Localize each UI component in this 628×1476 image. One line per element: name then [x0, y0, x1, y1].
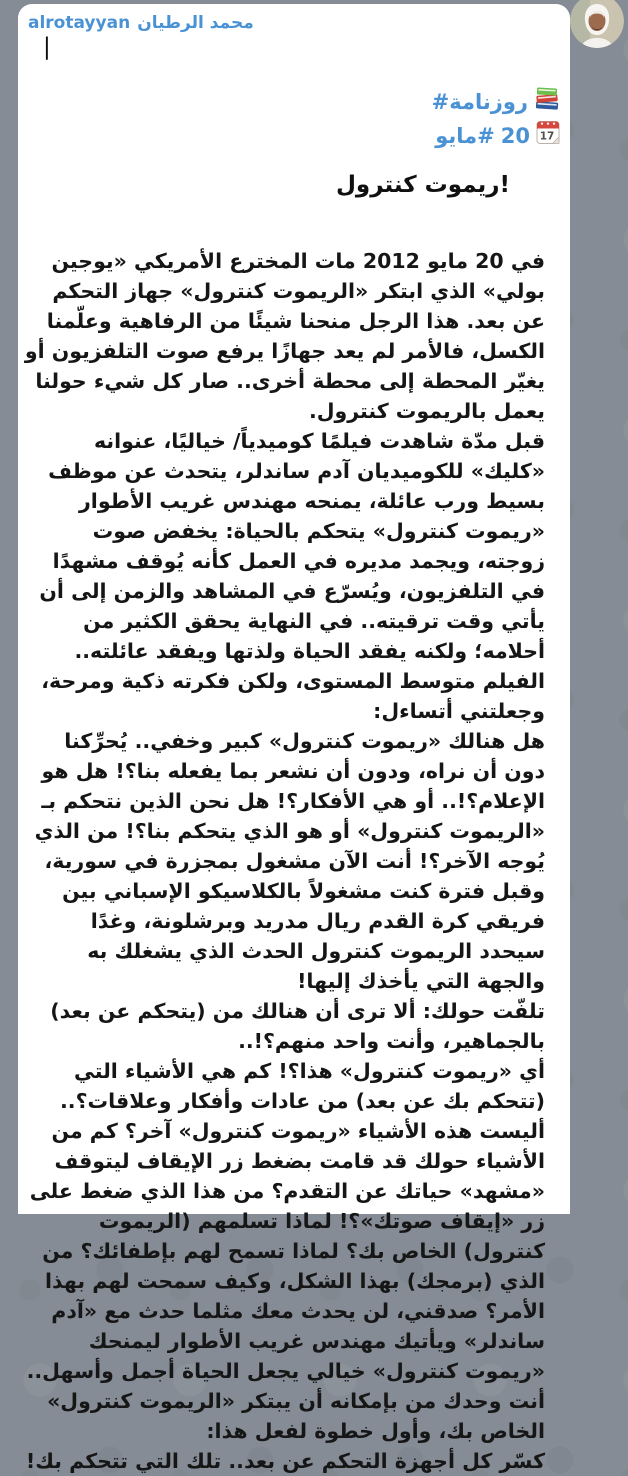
- text-cursor: |: [43, 34, 51, 60]
- text-cursor-row: [18, 34, 570, 60]
- hashtag-mayo[interactable]: #مايو: [435, 123, 495, 148]
- sender-username-latin[interactable]: alrotayyan: [28, 13, 131, 33]
- paragraph-big-remote: هل هنالك «ريموت كنترول» كبير وخفي.. يُحرِّكنا دون أن نراه، ودون أن نشعر بما يفعله بنا؟! هل هو الإعلام؟!.. أو هي الأفكار؟! هل نحن الذين نتحكم بـ «الريموت كنترول» أو هو الذي يتحكم بنا؟! من الذي يُوجه الآخر؟! أنت الآن مشغول بمجزرة في سورية، وقبل فترة كنت مشغولاً بالكلاسيكو الإسباني بين فريقي كرة القدم ريال مدريد وبرشلونة، وغدًا سيحدد الريموت كنترول الحدث الذي يشغلك به والجهة التي يأخذك إليها!: [34, 729, 545, 993]
- calendar-day-label: 17: [539, 130, 555, 143]
- paragraph-which-remote: أي «ريموت كنترول» هذا؟! كم هي الأشياء التي (تتحكم بك عن بعد) من عادات وأفكار وعلاقات؟..: [60, 1059, 545, 1113]
- hashtag-line-rozname: [18, 86, 570, 119]
- sender-avatar[interactable]: [570, 0, 624, 48]
- post-body: [18, 246, 570, 1476]
- books-stack-icon: [534, 86, 560, 119]
- paragraph-look-around: تلفّت حولك: ألا ترى أن هنالك من (يتحكم عن بعد) بالجماهير، وأنت واحد منهم؟!..: [50, 999, 545, 1053]
- hashtag-line-mayo: [18, 119, 570, 153]
- post-title: ريموت كنترول!: [335, 172, 510, 198]
- sender-name-arabic[interactable]: محمد الرطيان: [137, 13, 254, 33]
- hashtag-rozname[interactable]: #روزنامة: [431, 90, 528, 114]
- hashtag-block: [18, 86, 570, 153]
- paragraph-other-remotes: أليست هذه الأشياء «ريموت كنترول» آخر؟ كم من الأشياء حولك قد قامت بضغط زر الإيقاف ليتوقف «مشهد» حياتك عن التقدم؟ من هذا الذي ضغط على زر «إيقاف صوتك»؟! لماذا تسلمهم (الريموت كنترول) الخاص بك؟ لماذا تسمح لهم بإطفائك؟ من الذي (برمجك) بهذا الشكل، وكيف سمحت لهم بهذا الأمر؟ صدقني، لن يحدث معك مثلما حدث مع «آدم ساندلر» ويأتيك مهندس غريب الأطوار ليمنحك «ريموت كنترول» خيالي يجعل الحياة أجمل وأسهل.. أنت وحدك من بإمكانه أن يبتكر «الريموت كنترول» الخاص بك، وأول خطوة لفعل هذا:: [26, 1119, 545, 1443]
- hashtag-day-number: 20: [500, 123, 530, 148]
- tear-off-calendar-icon: [536, 119, 560, 153]
- paragraph-intro: في 20 مايو 2012 مات المخترع الأمريكي «يوجين بولي» الذي ابتكر «الريموت كنترول» جهاز التحكم عن بعد. هذا الرجل منحنا شيئًا من الرفاهية وعلّمنا الكسل، فالأمر لم يعد جهازًا يرفع صوت التلفزيون أو يغيّر المحطة إلى محطة أخرى.. صار كل شيء حولنا يعمل بالريموت كنترول.: [24, 249, 545, 423]
- sender-header[interactable]: [18, 4, 570, 33]
- paragraph-click-movie: قبل مدّة شاهدت فيلمًا كوميدياً/ خياليًا، عنوانه «كليك» للكوميديان آدم ساندلر، يتحدث عن موظف بسيط ورب عائلة، يمنحه مهندس غريب الأطوار «ريموت كنترول» يتحكم بالحياة: يخفض صوت زوجته، ويجمد مديره في العمل كأنه يُوقف مشهدًا في التلفزيون، ويُسرّع في المشاهد والزمن إلى أن يأتي وقت ترقيته.. في النهاية يحقق الكثير من أحلامه؛ ولكنه يفقد الحياة ولذتها ويفقد عائلته.. الفيلم متوسط المستوى، ولكن فكرته ذكية ومرحة، وجعلتني أتساءل:: [39, 429, 545, 723]
- paragraph-conclusion: كسّر كل أجهزة التحكم عن بعد.. تلك التي تتحكم بك!: [25, 1449, 545, 1473]
- message-bubble: [18, 4, 570, 1473]
